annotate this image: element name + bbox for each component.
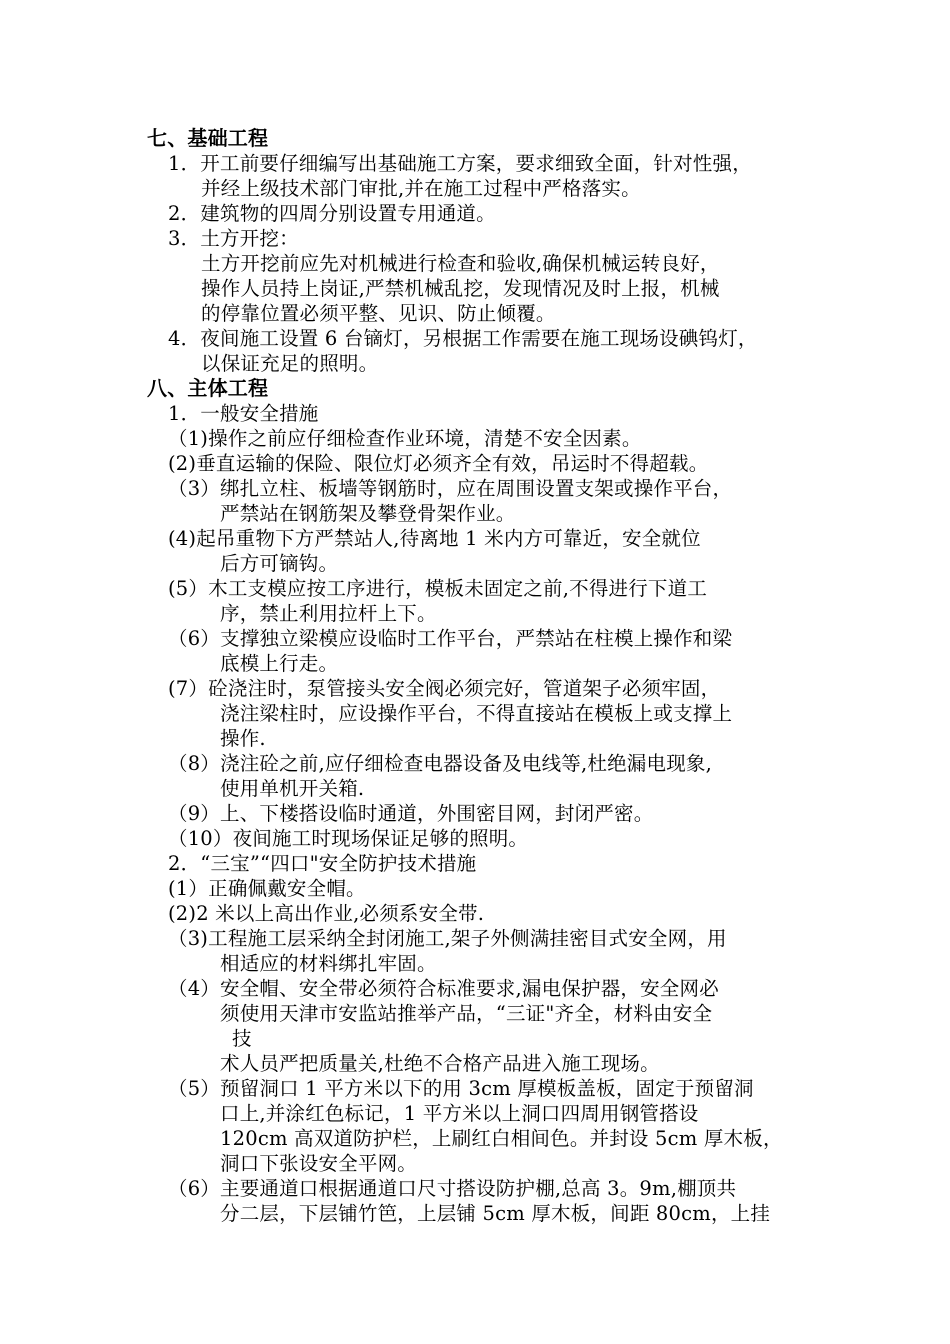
text-line: 严禁站在钢筋架及攀登骨架作业。 (220, 502, 516, 525)
text-line: 土方开挖前应先对机械进行检查和验收,确保机械运转良好， (201, 252, 720, 275)
text-line: 3．土方开挖： (168, 227, 299, 250)
text-line: 分二层，下层铺竹笆，上层铺 5cm 厚木板，间距 80cm，上挂 (220, 1202, 771, 1225)
text-line: （8）浇注砼之前,应仔细检查电器设备及电线等,杜绝漏电现象, (168, 752, 713, 775)
text-line: 洞口下张设安全平网。 (220, 1152, 418, 1175)
text-line: （9）上、下楼搭设临时通道，外围密目网，封闭严密。 (168, 802, 654, 825)
section-heading: 八、主体工程 (147, 376, 269, 400)
text-line: 术人员严把质量关,杜绝不合格产品进入施工现场。 (220, 1052, 660, 1075)
text-line: 120cm 高双道防护栏，上刷红白相间色。并封设 5cm 厚木板， (220, 1127, 783, 1150)
text-line: （6）主要通道口根据通道口尺寸搭设防护棚,总高 3。9m,棚顶共 (168, 1177, 737, 1200)
text-line: 2．“三宝”“四口"安全防护技术措施 (168, 852, 477, 875)
text-line: (2)2 米以上高出作业,必须系安全带. (168, 902, 485, 925)
text-line: 并经上级技术部门审批,并在施工过程中严格落实。 (201, 177, 641, 200)
text-line: 以保证充足的照明。 (201, 352, 379, 375)
text-line: （6）支撑独立梁模应设临时工作平台，严禁站在柱模上操作和梁 (168, 627, 733, 650)
text-line: 2．建筑物的四周分别设置专用通道。 (168, 202, 496, 225)
text-line: 使用单机开关箱. (220, 777, 365, 800)
section-heading: 七、基础工程 (147, 126, 269, 150)
text-line: （4）安全帽、安全带必须符合标准要求,漏电保护器，安全网必 (168, 977, 719, 1000)
text-line: (1）正确佩戴安全帽。 (168, 877, 366, 900)
text-line: (7）砼浇注时，泵管接头安全阀必须完好，管道架子必须牢固， (168, 677, 721, 700)
text-line: 口上,并涂红色标记，1 平方米以上洞口四周用钢管搭设 (220, 1102, 699, 1125)
text-line: 操作. (220, 727, 266, 750)
text-line: （3）绑扎立柱、板墙等钢筋时，应在周围设置支架或操作平台， (168, 477, 733, 500)
text-line: 技 (232, 1027, 252, 1050)
text-line: 4．夜间施工设置 6 台镝灯，另根据工作需要在施工现场设碘钨灯， (168, 327, 758, 350)
text-line: 须使用天津市安监站推举产品，“三证"齐全，材料由安全 (220, 1002, 713, 1025)
text-line: 的停靠位置必须平整、见识、防止倾覆。 (201, 302, 556, 325)
text-line: (2)垂直运输的保险、限位灯必须齐全有效，吊运时不得超载。 (168, 452, 709, 475)
text-line: （3)工程施工层采纳全封闭施工,架子外侧满挂密目式安全网，用 (168, 927, 727, 950)
text-line: （10）夜间施工时现场保证足够的照明。 (168, 827, 529, 850)
text-line: 浇注梁柱时，应设操作平台，不得直接站在模板上或支撑上 (220, 702, 733, 725)
text-line: 序，禁止利用拉杆上下。 (220, 602, 437, 625)
text-line: 1．一般安全措施 (168, 402, 319, 425)
text-line: 相适应的材料绑扎牢固。 (220, 952, 437, 975)
text-line: 底模上行走。 (220, 652, 339, 675)
text-line: （5）预留洞口 1 平方米以下的用 3cm 厚模板盖板，固定于预留洞 (168, 1077, 754, 1100)
text-line: (5）木工支模应按工序进行，模板未固定之前,不得进行下道工 (168, 577, 708, 600)
text-line: 后方可镝钩。 (220, 552, 339, 575)
text-line: (4)起吊重物下方严禁站人,待离地 1 米内方可靠近，安全就位 (168, 527, 701, 550)
text-line: 操作人员持上岗证,严禁机械乱挖，发现情况及时上报，机械 (201, 277, 720, 300)
text-line: 1．开工前要仔细编写出基础施工方案，要求细致全面，针对性强， (168, 152, 752, 175)
text-line: （1)操作之前应仔细检查作业环境，清楚不安全因素。 (168, 427, 642, 450)
